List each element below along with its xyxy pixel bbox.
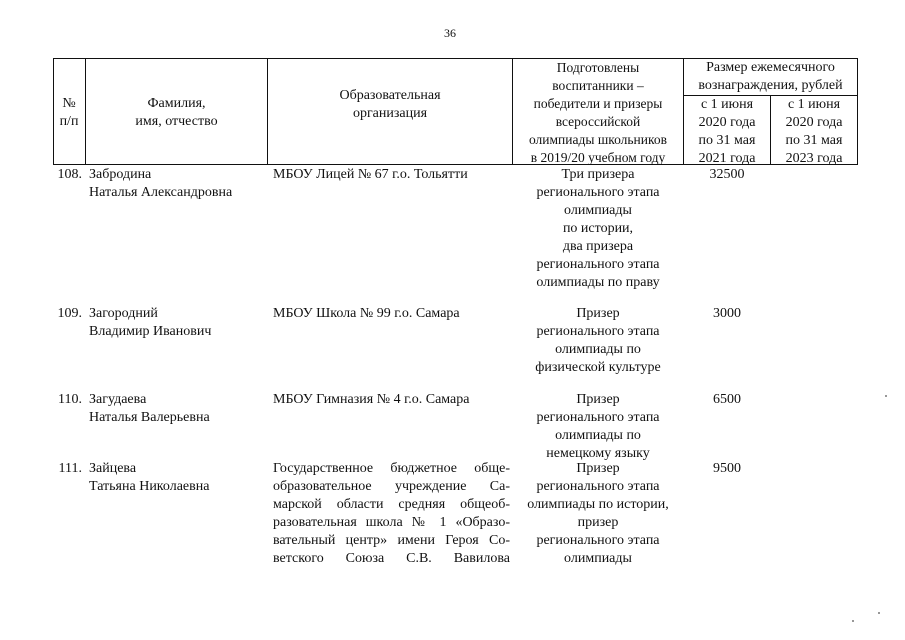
row-number: 108. <box>57 167 82 182</box>
scan-speck <box>885 395 887 397</box>
row-prepared: Три призера регионального этапа олимпиады по истории, два призера регионального этапа олимпиады по праву <box>536 167 660 290</box>
row-name: Загородний Владимир Иванович <box>89 306 212 339</box>
row-number: 110. <box>58 392 82 407</box>
scan-speck <box>852 620 854 622</box>
header-organization: Образовательная организация <box>339 88 441 121</box>
row-organization: МБОУ Лицей № 67 г.о. Тольятти <box>273 167 468 182</box>
row-number: 109. <box>57 306 82 321</box>
row-amount-2021: 6500 <box>713 392 741 407</box>
row-name: Зайцева Татьяна Николаевна <box>89 461 210 494</box>
row-amount-2021: 3000 <box>713 306 741 321</box>
header-prepared: Подготовлены воспитанники – победители и призеры всероссийской олимпиады школьников в 2019/20 учебном году <box>528 60 667 165</box>
row-name: Загудаева Наталья Валерьевна <box>89 392 210 425</box>
header-period-2023: с 1 июня 2020 года по 31 мая 2023 года <box>785 97 843 166</box>
page-number: 36 <box>444 26 456 40</box>
header-reward: Размер ежемесячного вознаграждения, рублей <box>698 60 843 93</box>
row-amount-2021: 9500 <box>713 461 741 476</box>
row-organization: МБОУ Гимназия № 4 г.о. Самара <box>273 392 470 407</box>
row-prepared: Призер регионального этапа олимпиады по физической культуре <box>535 306 661 375</box>
header-number: № п/п <box>59 96 79 129</box>
row-prepared: Призер регионального этапа олимпиады по немецкому языку <box>536 392 660 461</box>
header-period-2021: с 1 июня 2020 года по 31 мая 2021 года <box>698 97 756 166</box>
row-organization: Государственное бюджетное обще- образовательное учреждение Са- марской области средняя общеоб- разовательная школа № 1 «Образо- вательный центр» имени Героя Со- ветского Союза С.В. Вавилова <box>273 461 510 566</box>
row-organization: МБОУ Школа № 99 г.о. Самара <box>273 306 460 321</box>
row-amount-2021: 32500 <box>709 167 745 182</box>
row-name: Забродина Наталья Александровна <box>89 167 233 200</box>
header-name: Фамилия, имя, отчество <box>135 96 218 129</box>
scan-speck <box>878 612 880 614</box>
row-number: 111. <box>58 461 82 476</box>
row-prepared: Призер регионального этапа олимпиады по истории, призер регионального этапа олимпиады <box>527 461 669 566</box>
